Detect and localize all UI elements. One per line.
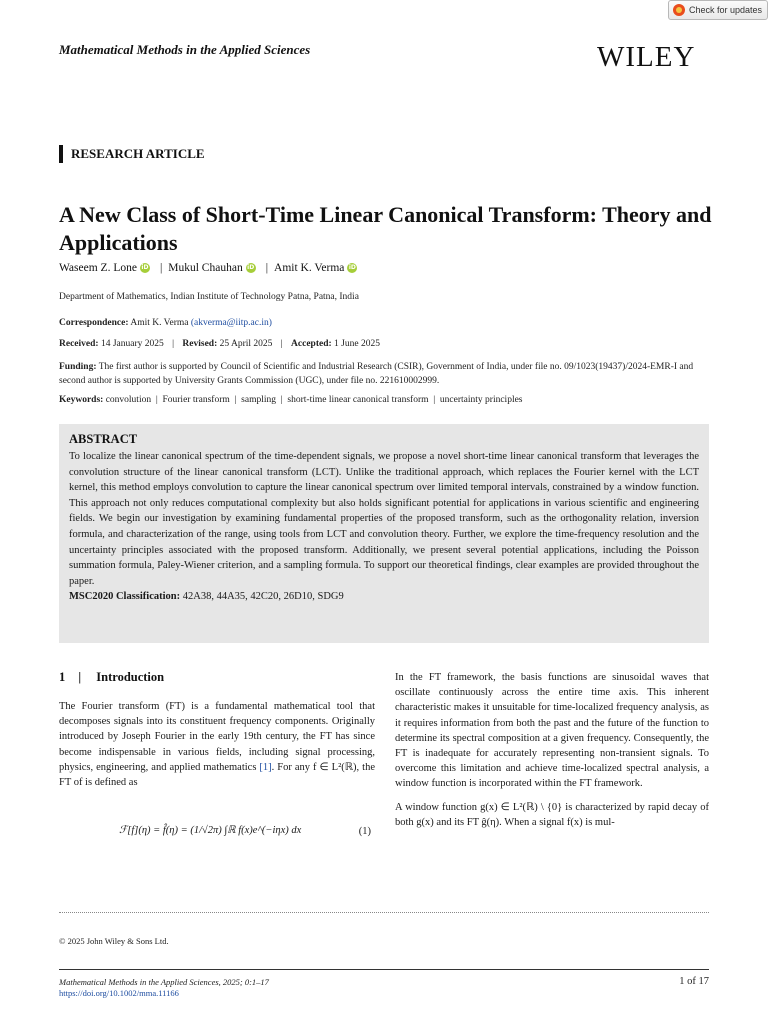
article-dates — [59, 339, 380, 349]
equation-body: ℱ[f](η) = f̂(η) = (1/√2π) ∫ℝ f(x)e^(−iηx) dx — [119, 825, 302, 836]
publisher-logo: WILEY — [597, 41, 696, 73]
section-heading — [59, 670, 375, 685]
accepted-label: Accepted: — [291, 339, 332, 349]
right-column — [395, 670, 709, 830]
abstract-section — [59, 424, 709, 643]
date-separator: | — [172, 339, 175, 349]
msc-label: MSC2020 Classification: — [69, 591, 181, 603]
orcid-icon[interactable]: iD — [348, 264, 356, 271]
keywords — [59, 395, 523, 405]
keywords-label: Keywords: — [59, 395, 104, 405]
received-date: 14 January 2025 — [100, 339, 164, 349]
revised-label: Revised: — [182, 339, 218, 349]
correspondence-label: Correspondence: — [59, 318, 129, 328]
journal-name: Mathematical Methods in the Applied Sciences — [59, 42, 311, 57]
funding-text: The first author is supported by Council of Scientific and Industrial Research (CSIR), Government of India, under file no. 09/1023(19437)/2024-EMR-I and second author is supported by University Grants Commission (UGC), under file no. 221610002999. — [59, 362, 694, 386]
crossmark-icon — [673, 4, 685, 16]
orcid-icon[interactable]: iD — [141, 264, 149, 271]
abstract-heading: ABSTRACT — [69, 432, 138, 446]
equation-1 — [59, 818, 375, 856]
doi-link[interactable]: https://doi.org/10.1002/mma.11166 — [59, 988, 179, 998]
abstract-text: To localize the linear canonical spectrum of the time-dependent signals, we propose a novel short-time linear canonical transform that leverages the convolution structure of the linear canonical transform (LCT). Unlike the traditional approach, which replaces the Fourier kernel with the LCT kernel, this method employs convolution to capture the linear canonical spectrum over limited temporal intervals, constrained by a window function. This approach not only reduces computational complexity but also holds significant potential for applications in various scientific and engineering fields. We begin our investigation by examining fundamental properties of the proposed transform, such as the orthogonality relation, inversion formula, and characterization of the range, using tools from LCT and convolution theory. Further, we explore the time-frequency resolution and the uncertainty principles associated with the proposed transform. Additionally, we present several potential applications, including the Poisson summation formula, Paley-Wiener criterion, and a sampling formula. To support our theoretical findings, clear examples are provided throughout the paper. — [69, 451, 699, 587]
footnote-divider — [59, 912, 709, 913]
footer-divider — [59, 969, 709, 970]
citation-link[interactable]: [1] — [259, 761, 272, 773]
correspondence — [59, 318, 272, 328]
author-list — [59, 262, 361, 274]
author-separator: | — [159, 262, 163, 274]
footer-citation: Mathematical Methods in the Applied Sciences, 2025; 0:1–17 — [59, 977, 269, 987]
correspondence-email-link[interactable]: (akverma@iitp.ac.in) — [190, 318, 272, 328]
check-for-updates-label: Check for updates — [689, 5, 763, 15]
date-separator: | — [280, 339, 283, 349]
intro-paragraph — [59, 699, 375, 790]
revised-date: 25 April 2025 — [219, 339, 273, 349]
equation-number: (1) — [358, 826, 371, 837]
keywords-text: convolution | Fourier transform | sampling | short-time linear canonical transform | uncertainty principles — [105, 395, 523, 405]
right-paragraph-2: A window function g(x) ∈ L²(ℝ) \ {0} is characterized by rapid decay of both g(x) and its FT ĝ(η). When a signal f(x) is mul- — [395, 801, 709, 828]
section-number: 1 — [59, 670, 66, 684]
author-name[interactable]: Amit K. Verma — [274, 262, 345, 274]
paper-title: A New Class of Short-Time Linear Canonical Transform: Theory and Applications — [59, 202, 712, 255]
author-name[interactable]: Mukul Chauhan — [168, 262, 243, 274]
section-separator: | — [78, 670, 82, 684]
left-column — [59, 670, 375, 790]
section-title: Introduction — [96, 670, 165, 684]
author-name[interactable]: Waseem Z. Lone — [59, 262, 137, 274]
intro-text-b: . For any f ∈ L²(ℝ), the FT of is defined as — [59, 761, 375, 789]
received-label: Received: — [59, 339, 99, 349]
author-separator: | — [265, 262, 269, 274]
article-type: RESEARCH ARTICLE — [59, 145, 205, 163]
orcid-icon[interactable]: iD — [247, 264, 255, 271]
affiliation: Department of Mathematics, Indian Institute of Technology Patna, Patna, India — [59, 292, 359, 302]
page-number: 1 of 17 — [679, 976, 709, 987]
right-paragraph-1: In the FT framework, the basis functions are sinusoidal waves that oscillate continuously across the entire time axis. This inherent characteristic makes it unsuitable for time-localized frequency analysis, as it requires information from both the past and the future of the function to determine its spectral composition at a given frequency. Consequently, the FT is inadequate for accurately representing non-transient signals. To overcome this limitation and achieve time-localized spectral analysis, a window function is incorporated within the FT framework. — [395, 672, 709, 790]
msc-codes: 42A38, 44A35, 42C20, 26D10, SDG9 — [182, 591, 344, 603]
check-for-updates-button[interactable] — [668, 0, 768, 20]
accepted-date: 1 June 2025 — [334, 339, 380, 349]
copyright: © 2025 John Wiley & Sons Ltd. — [59, 936, 169, 946]
correspondence-name: Amit K. Verma — [130, 318, 189, 328]
funding-label: Funding: — [59, 362, 97, 372]
intro-text-a: The Fourier transform (FT) is a fundamental mathematical tool that decomposes signals into its constituent frequency components. Originally introduced by Joseph Fourier in the early 19th century, the FT has since become indispensable in various fields, including signal processing, physics, engineering, and applied mathematics — [59, 701, 375, 773]
funding — [59, 360, 709, 388]
msc-classification — [69, 589, 699, 604]
